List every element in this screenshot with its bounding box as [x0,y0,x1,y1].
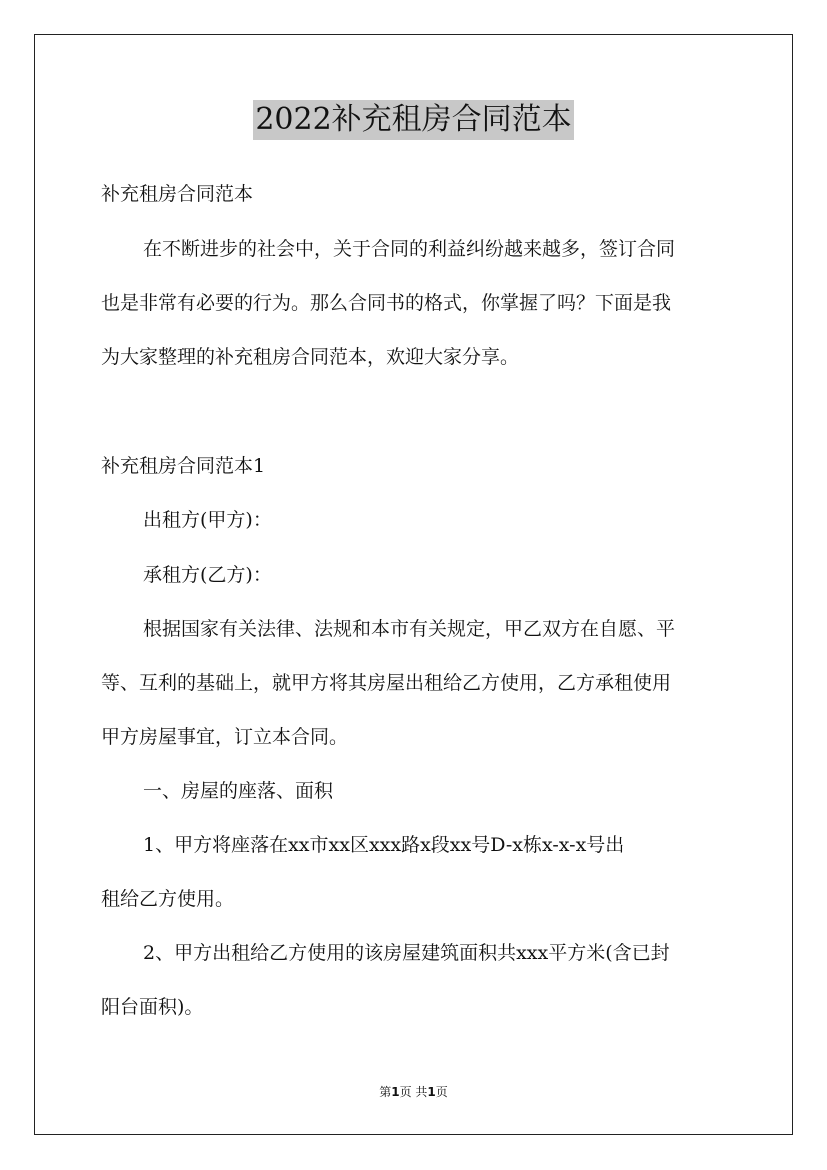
clause-heading: 一、房屋的座落、面积 [143,780,334,802]
basis-line-3: 甲方房屋事宜，订立本合同。 [101,726,349,748]
section-heading: 补充租房合同范本1 [101,455,266,477]
footer-page-total: 1 [427,1085,436,1099]
clause1-line-2: 租给乙方使用。 [101,888,235,910]
footer-page-suffix: 页 [435,1085,448,1099]
intro-line-3: 为大家整理的补充租房合同范本，欢迎大家分享。 [101,346,520,368]
footer-page-mid: 页 共 [399,1085,428,1099]
clause2-line-1: 2、甲方出租给乙方使用的该房屋建筑面积共xxx平方米(含已封 [143,942,670,964]
footer-page-prefix: 第 [379,1085,392,1099]
basis-line-2: 等、互利的基础上，就甲方将其房屋出租给乙方使用，乙方承租使用 [101,672,672,694]
document-title: 2022补充租房合同范本 [253,100,573,140]
clause2-line-2: 阳台面积)。 [101,996,204,1018]
basis-line-1: 根据国家有关法律、法规和本市有关规定，甲乙双方在自愿、平 [143,618,676,640]
clause1-line-1: 1、甲方将座落在xx市xx区xxx路x段xx号D-x栋x-x-x号出 [143,834,625,856]
title-container [0,100,827,140]
intro-line-1: 在不断进步的社会中，关于合同的利益纠纷越来越多，签订合同 [143,238,676,260]
intro-line-2: 也是非常有必要的行为。那么合同书的格式，你掌握了吗？下面是我 [101,292,672,314]
party-a-line: 出租方(甲方)： [143,509,272,531]
party-b-line: 承租方(乙方)： [143,564,272,586]
footer-page-current: 1 [391,1085,400,1099]
page-footer [0,1084,827,1100]
document-subtitle: 补充租房合同范本 [101,183,254,205]
